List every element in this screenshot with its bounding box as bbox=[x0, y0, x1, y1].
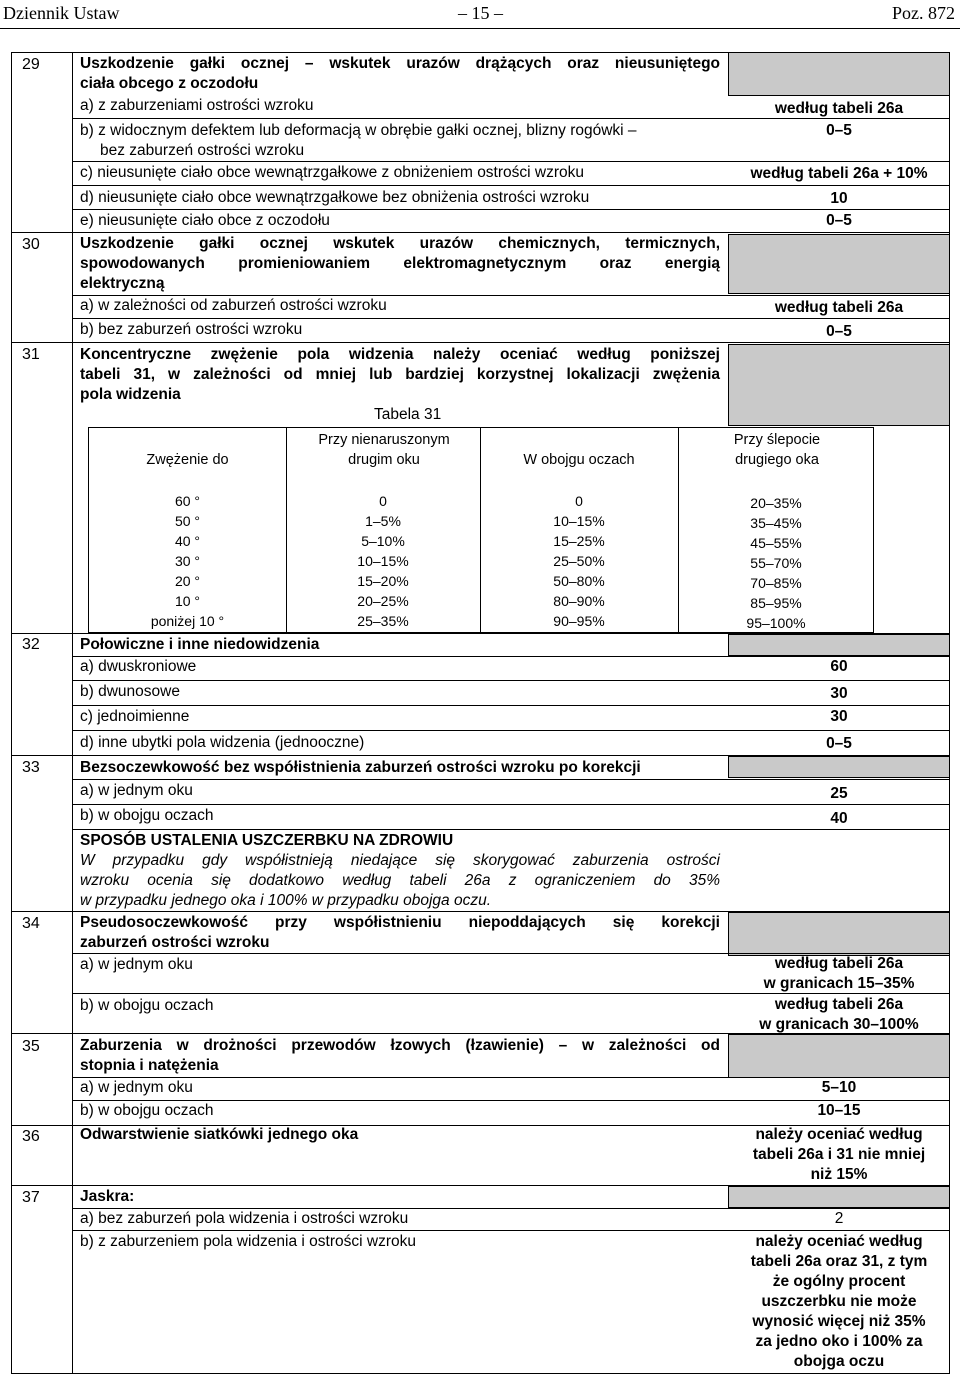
item-rule bbox=[72, 209, 950, 210]
section-title: pola widzenia bbox=[80, 386, 181, 403]
gray-cell-37 bbox=[728, 1186, 950, 1208]
item-value: 30 bbox=[830, 708, 848, 725]
section-number: 32 bbox=[22, 636, 40, 653]
item-value: 60 bbox=[830, 658, 848, 675]
item-label: a) w jednym oku bbox=[80, 956, 193, 973]
section-title: stopnia i natężenia bbox=[80, 1057, 219, 1074]
gray-cell-34 bbox=[728, 912, 950, 956]
item-value: 0–5 bbox=[826, 122, 852, 139]
table-caption: Tabela 31 bbox=[374, 406, 442, 423]
row-separator bbox=[12, 232, 950, 233]
table-header: W obojgu oczach bbox=[523, 452, 635, 468]
item-rule bbox=[72, 656, 950, 657]
item-rule bbox=[72, 118, 950, 119]
item-rule bbox=[72, 318, 950, 319]
row-separator bbox=[12, 633, 950, 634]
journal-title: Dziennik Ustaw bbox=[3, 3, 120, 23]
item-label: b) bez zaburzeń ostrości wzroku bbox=[80, 321, 303, 338]
item-value: wynosić więcej niż 35% bbox=[752, 1313, 926, 1330]
method-text: wzroku ocenia się dodatkowo według tabeli 26a z ograniczeniem do 35% bbox=[80, 872, 720, 889]
item-label: d) nieusunięte ciało obce wewnątrzgałkowe bez obniżenia ostrości wzroku bbox=[80, 189, 590, 206]
item-label: bez zaburzeń ostrości wzroku bbox=[100, 142, 305, 159]
item-value: 2 bbox=[834, 1210, 844, 1227]
section-number: 31 bbox=[22, 346, 40, 363]
item-rule bbox=[72, 185, 950, 186]
section-title: Jaskra: bbox=[80, 1188, 135, 1205]
item-value: za jedno oko i 100% za bbox=[755, 1333, 923, 1350]
position-number: Poz. 872 bbox=[892, 3, 955, 23]
section-title: zaburzeń ostrości wzroku bbox=[80, 934, 270, 951]
item-rule bbox=[72, 1208, 950, 1209]
item-rule bbox=[72, 705, 950, 706]
item-label: b) dwunosowe bbox=[80, 683, 180, 700]
item-value: 10–15 bbox=[817, 1102, 861, 1119]
table-header: Przy ślepocie drugiego oka bbox=[733, 432, 821, 468]
gray-cell-29 bbox=[728, 52, 950, 96]
section-number: 35 bbox=[22, 1038, 40, 1055]
item-value: 25 bbox=[830, 785, 848, 802]
row-separator bbox=[12, 342, 950, 343]
gray-cell-30 bbox=[728, 234, 950, 294]
item-value: w granicach 15–35% bbox=[763, 975, 915, 992]
header-rule bbox=[0, 28, 960, 29]
item-value: według tabeli 26a bbox=[774, 100, 904, 117]
item-value: według tabeli 26a bbox=[774, 996, 904, 1013]
table-header: Przy nienaruszonym drugim oku bbox=[318, 432, 450, 468]
item-value: tabeli 26a oraz 31, z tym bbox=[750, 1253, 928, 1270]
section-number: 30 bbox=[22, 236, 40, 253]
item-value: w granicach 30–100% bbox=[759, 1016, 919, 1033]
section-number: 29 bbox=[22, 56, 40, 73]
item-value: obojga oczu bbox=[793, 1353, 885, 1370]
item-label: d) inne ubytki pola widzenia (jednooczne) bbox=[80, 734, 365, 751]
row-separator bbox=[12, 755, 950, 756]
section-title: Uszkodzenie gałki ocznej – wskutek urazów drążących oraz nieusuniętego bbox=[80, 55, 720, 72]
section-title: Odwarstwienie siatkówki jednego oka bbox=[80, 1126, 359, 1143]
item-rule bbox=[72, 680, 950, 681]
section-title: tabeli 31, w zależności od mniej lub bardziej korzystnej lokalizacji zwężenia bbox=[80, 366, 720, 383]
row-separator bbox=[12, 1185, 950, 1186]
item-label: a) bez zaburzeń pola widzenia i ostrości wzroku bbox=[80, 1210, 409, 1227]
section-title: Zaburzenia w drożności przewodów łzowych (łzawienie) – w zależności od bbox=[80, 1037, 720, 1054]
item-value: uszczerbku nie może bbox=[761, 1293, 917, 1310]
item-label: a) w jednym oku bbox=[80, 1079, 193, 1096]
item-rule bbox=[72, 1077, 950, 1078]
table-31 bbox=[88, 427, 874, 633]
table-header: Zwężenie do bbox=[146, 452, 229, 468]
item-value: że ogólny procent bbox=[772, 1273, 906, 1290]
item-label: b) z zaburzeniem pola widzenia i ostrości wzroku bbox=[80, 1233, 416, 1250]
gray-cell-31 bbox=[728, 344, 950, 426]
item-value: należy oceniać według bbox=[755, 1233, 923, 1250]
item-label: a) z zaburzeniami ostrości wzroku bbox=[80, 97, 314, 114]
section-title: elektryczną bbox=[80, 275, 165, 292]
item-label: a) w zależności od zaburzeń ostrości wzroku bbox=[80, 297, 387, 314]
item-label: b) w obojgu oczach bbox=[80, 997, 214, 1014]
item-label: a) w jednym oku bbox=[80, 782, 193, 799]
item-label: e) nieusunięte ciało obce z oczodołu bbox=[80, 212, 330, 229]
section-number: 36 bbox=[22, 1128, 40, 1145]
item-value: należy oceniać według bbox=[755, 1126, 923, 1143]
item-value: 0–5 bbox=[826, 323, 852, 340]
item-value: 40 bbox=[830, 810, 848, 827]
item-rule bbox=[72, 161, 950, 162]
table-cell: 60 ° 50 ° 40 ° 30 ° 20 ° 10 ° poniżej 10 ° bbox=[150, 493, 225, 629]
gray-cell-32 bbox=[728, 634, 950, 656]
number-column-separator bbox=[72, 52, 73, 1374]
item-label: c) nieusunięte ciało obce wewnątrzgałkowe z obniżeniem ostrości wzroku bbox=[80, 164, 584, 181]
item-value: 5–10 bbox=[821, 1079, 857, 1096]
item-rule bbox=[72, 804, 950, 805]
method-text: W przypadku gdy współistnieją niedające się skorygować zaburzenia ostrości bbox=[80, 852, 720, 869]
section-title: Koncentryczne zwężenie pola widzenia należy oceniać według poniższej bbox=[80, 346, 720, 363]
item-label: b) w obojgu oczach bbox=[80, 1102, 214, 1119]
item-rule bbox=[72, 1230, 950, 1231]
section-title: spowodowanych promieniowaniem elektromagnetycznym oraz energią bbox=[80, 255, 720, 272]
gray-cell-35 bbox=[728, 1034, 950, 1078]
item-value: 0–5 bbox=[826, 212, 852, 229]
item-value: niż 15% bbox=[810, 1166, 868, 1183]
item-label: b) z widocznym defektem lub deformacją w obrębie gałki ocznej, blizny rogówki – bbox=[80, 122, 637, 139]
item-rule bbox=[72, 953, 950, 954]
item-value: według tabeli 26a + 10% bbox=[750, 165, 928, 182]
section-title: ciała obcego z oczodołu bbox=[80, 75, 259, 92]
section-number: 34 bbox=[22, 915, 40, 932]
item-rule bbox=[72, 829, 950, 830]
item-rule bbox=[72, 779, 950, 780]
row-separator bbox=[12, 911, 950, 912]
item-rule bbox=[72, 730, 950, 731]
section-title: Pseudosoczewkowość przy współistnieniu niepoddających się korekcji bbox=[80, 914, 720, 931]
section-number: 37 bbox=[22, 1189, 40, 1206]
section-title: Bezsoczewkowość bez współistnienia zaburzeń ostrości wzroku po korekcji bbox=[80, 759, 641, 776]
page-number: – 15 – bbox=[458, 3, 503, 23]
item-label: b) w obojgu oczach bbox=[80, 807, 214, 824]
item-rule bbox=[72, 1100, 950, 1101]
item-value: 0–5 bbox=[826, 735, 852, 752]
item-value: według tabeli 26a bbox=[774, 955, 904, 972]
item-label: c) jednoimienne bbox=[80, 708, 190, 725]
table-cell: 20–35% 35–45% 45–55% 55–70% 70–85% 85–95% 95–100% bbox=[746, 495, 806, 631]
item-rule bbox=[72, 295, 950, 296]
table-cell: 0 1–5% 5–10% 10–15% 15–20% 20–25% 25–35% bbox=[357, 493, 409, 629]
section-title: Uszkodzenie gałki ocznej wskutek urazów chemicznych, termicznych, bbox=[80, 235, 720, 252]
item-label: a) dwuskroniowe bbox=[80, 658, 197, 675]
item-value: tabeli 26a i 31 nie mniej bbox=[752, 1146, 926, 1163]
section-number: 33 bbox=[22, 759, 40, 776]
gray-cell-33 bbox=[728, 756, 950, 778]
table-cell: 0 10–15% 15–25% 25–50% 50–80% 80–90% 90–95% bbox=[553, 493, 605, 629]
method-heading: SPOSÓB USTALENIA USZCZERBKU NA ZDROWIU bbox=[80, 832, 454, 849]
item-value: 10 bbox=[830, 190, 848, 207]
item-value: według tabeli 26a bbox=[774, 299, 904, 316]
item-value: 30 bbox=[830, 685, 848, 702]
item-rule bbox=[72, 993, 950, 994]
method-text: w przypadku jednego oka i 100% w przypadku obojga oczu. bbox=[80, 892, 492, 909]
section-title: Połowiczne i inne niedowidzenia bbox=[80, 636, 320, 653]
